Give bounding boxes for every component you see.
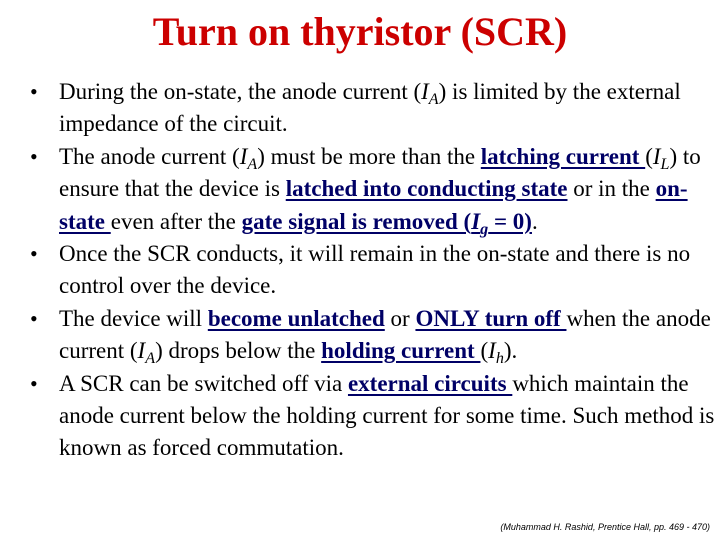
subscript: A <box>145 350 156 368</box>
text: ) to ensure that the device is <box>59 143 701 202</box>
bullet-list <box>30 76 720 465</box>
symbol: I <box>137 338 146 364</box>
keyword-only-turn-off: ONLY turn off <box>415 305 567 331</box>
text: . <box>531 208 538 234</box>
text: or <box>384 305 416 331</box>
text: which maintain the anode current below the holding current for some time. Such method is known as forced commutation. <box>59 370 715 461</box>
keyword-latching-current: latching current <box>480 143 646 169</box>
keyword-gate-signal-removed <box>241 208 532 238</box>
bullet-item-on-state <box>30 76 720 141</box>
slide-title: Turn on thyristor (SCR) <box>152 9 568 54</box>
subscript: A <box>247 155 258 173</box>
text: ) drops below the <box>155 338 322 364</box>
bullet-item-scr-conducts <box>30 238 720 303</box>
text: The anode current ( <box>59 143 240 169</box>
symbol: I <box>652 143 661 169</box>
keyword-latched-into-conducting-state: latched into conducting state <box>285 176 568 202</box>
symbol: I <box>471 208 481 234</box>
citation: (Muhammad H. Rashid, Prentice Hall, pp. 469 - 470) <box>500 522 710 532</box>
subscript: L <box>660 155 670 173</box>
bullet-dot-icon: • <box>30 143 38 169</box>
symbol: I <box>239 143 248 169</box>
text: During the on-state, the anode current ( <box>59 79 422 104</box>
subscript: g <box>480 220 489 238</box>
text: The device will <box>59 305 208 331</box>
text: ). <box>503 338 518 364</box>
text: Once the SCR conducts, it will remain in the on-state and there is no control over the device. <box>59 241 691 299</box>
keyword-become-unlatched: become unlatched <box>207 305 385 331</box>
text: or in the <box>567 176 656 202</box>
bullet-item-unlatched <box>30 303 720 368</box>
keyword-on-state: on-state <box>59 176 688 234</box>
bullet-dot-icon: • <box>30 305 38 331</box>
keyword-text: gate signal is removed ( <box>241 208 472 234</box>
bullet-item-latching-current <box>30 141 720 238</box>
keyword-holding-current: holding current <box>321 338 481 364</box>
text: when the anode current ( <box>59 305 711 364</box>
text: ) is limited by the external impedance of the circuit. <box>59 79 681 137</box>
keyword-text: = 0) <box>488 208 532 234</box>
text: ( <box>480 338 489 364</box>
keyword-external-circuits: external circuits <box>347 370 513 396</box>
text: A SCR can be switched off via <box>59 370 348 396</box>
subscript: h <box>495 350 504 368</box>
symbol: I <box>488 338 496 364</box>
text: ) must be more than the <box>257 143 481 169</box>
subscript: A <box>428 90 439 108</box>
bullet-dot-icon: • <box>30 370 38 396</box>
text: even after the <box>110 208 242 234</box>
symbol: I <box>421 79 429 104</box>
bullet-item-external-circuits <box>30 368 720 465</box>
bullet-dot-icon: • <box>30 79 38 104</box>
bullet-dot-icon: • <box>30 241 38 267</box>
text: ( <box>645 143 653 169</box>
